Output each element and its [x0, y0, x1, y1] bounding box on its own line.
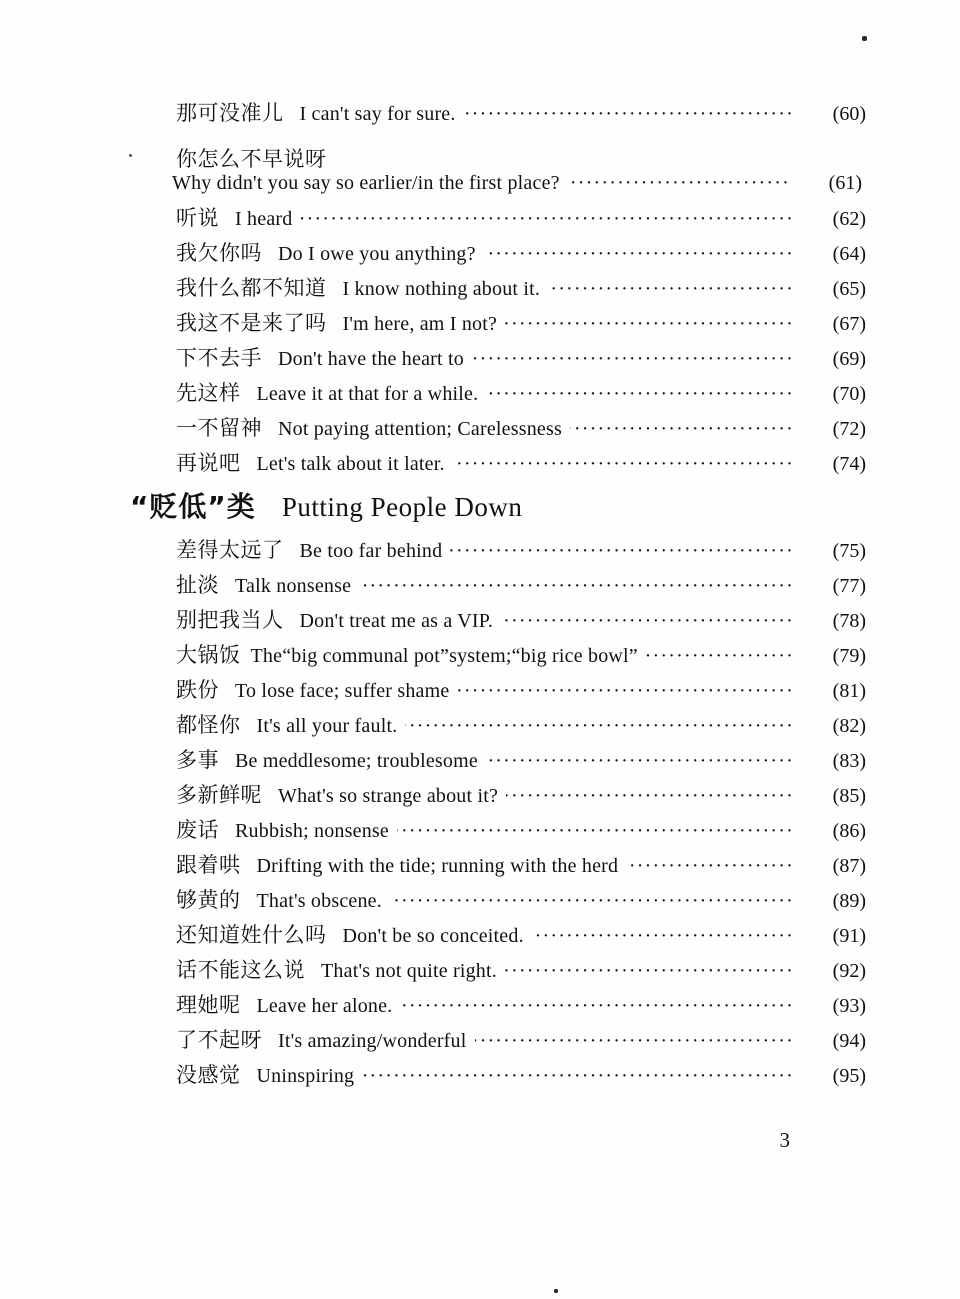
- dot-leader: [450, 534, 794, 569]
- toc-entry-chinese: 还知道姓什么吗: [176, 923, 327, 947]
- toc-entry: [130, 918, 866, 953]
- toc-entry-chinese: 多事: [176, 748, 219, 772]
- toc-entry-page: (89): [832, 890, 866, 912]
- toc-entry-page: (79): [832, 645, 866, 667]
- toc-entry: [130, 988, 866, 1023]
- dot-leader: [300, 202, 794, 237]
- dot-leader: [464, 97, 794, 132]
- toc-entry-page: (62): [832, 208, 866, 230]
- toc-entry-chinese: 扯淡: [176, 573, 219, 597]
- toc-entry-english: Uninspiring: [256, 1065, 355, 1087]
- toc-entry-chinese: 话不能这么说: [176, 958, 305, 982]
- toc-entry-english: That's obscene.: [256, 890, 382, 912]
- dot-leader: [486, 377, 794, 412]
- toc-entry: [130, 271, 866, 306]
- toc-entry-page: (87): [832, 855, 866, 877]
- toc-entry-english: Rubbish; nonsense: [235, 820, 389, 842]
- dot-leader: [626, 849, 794, 884]
- dot-leader: [472, 342, 794, 377]
- toc-entry: [130, 638, 866, 673]
- dot-leader: [506, 779, 794, 814]
- toc-entry: [130, 131, 866, 171]
- toc-entry: [130, 568, 866, 603]
- dot-leader: [400, 989, 794, 1024]
- toc-entry-english: I know nothing about it.: [342, 278, 541, 300]
- toc-entry-english: It's amazing/wonderful: [278, 1030, 467, 1052]
- toc-entry-english: Don't have the heart to: [278, 348, 464, 370]
- toc-entry-page: (60): [832, 103, 866, 125]
- page-number: 3: [779, 1128, 790, 1152]
- toc-entry-english: Let's talk about it later.: [256, 453, 445, 475]
- toc-entry-page: (78): [832, 610, 866, 632]
- toc-entry-english: What's so strange about it?: [278, 785, 499, 807]
- toc-entry-page: (75): [832, 540, 866, 562]
- dot-leader: [505, 307, 794, 342]
- toc-entry-chinese: 我这不是来了吗: [176, 311, 327, 335]
- toc-entry-page: (94): [832, 1030, 866, 1052]
- toc-entry-page: (83): [832, 750, 866, 772]
- toc-entry-english: Be meddlesome; troublesome: [235, 750, 478, 772]
- toc-entry-chinese: 差得太远了: [176, 538, 284, 562]
- toc-entry-page: (91): [832, 925, 866, 947]
- toc-entry-page: (74): [832, 453, 866, 475]
- toc-entry-english: Leave her alone.: [256, 995, 393, 1017]
- toc-entry-english: Drifting with the tide; running with the herd: [256, 855, 619, 877]
- toc-entry-english: The“big communal pot”system;“big rice bowl”: [250, 645, 638, 667]
- toc-entry: [130, 446, 866, 481]
- toc-entry-chinese: 别把我当人: [176, 608, 284, 632]
- table-of-contents-list: [130, 96, 866, 1093]
- toc-entry-page: (93): [832, 995, 866, 1017]
- toc-entry-chinese: 那可没准儿: [176, 101, 284, 125]
- dot-leader: [646, 639, 794, 674]
- toc-entry-chinese: 你怎么不早说呀: [176, 147, 327, 171]
- section-heading-english: Putting People Down: [281, 492, 523, 522]
- toc-entry-page: (65): [832, 278, 866, 300]
- toc-entry-chinese: 一不留神: [176, 416, 262, 440]
- toc-entry: [130, 708, 866, 743]
- toc-entry-chinese: 听说: [176, 206, 219, 230]
- toc-entry-chinese: 我什么都不知道: [176, 276, 327, 300]
- dot-leader: [453, 447, 794, 482]
- toc-entry-page: (69): [832, 348, 866, 370]
- toc-entry-page: (86): [832, 820, 866, 842]
- scan-speck: [554, 1289, 558, 1293]
- toc-entry-chinese: 够黄的: [176, 888, 241, 912]
- toc-entry-page: (95): [832, 1065, 866, 1087]
- toc-entry-chinese: 理她呢: [176, 993, 241, 1017]
- toc-entry: [130, 848, 866, 883]
- toc-entry-page: (64): [832, 243, 866, 265]
- toc-entry-english: Leave it at that for a while.: [256, 383, 479, 405]
- dot-leader: [505, 954, 794, 989]
- toc-entry: [130, 1023, 866, 1058]
- toc-entry-english: Not paying attention; Carelessness: [278, 418, 562, 440]
- toc-entry-chinese: 再说吧: [176, 451, 241, 475]
- toc-entry-english: It's all your fault.: [256, 715, 398, 737]
- dot-leader: [568, 166, 790, 201]
- toc-entry-chinese: 了不起呀: [176, 1028, 262, 1052]
- dot-leader: [390, 884, 794, 919]
- toc-entry-page: (77): [832, 575, 866, 597]
- toc-entry-page: (82): [832, 715, 866, 737]
- dot-leader: [484, 237, 794, 272]
- dot-leader: [486, 744, 794, 779]
- dot-leader: [405, 709, 794, 744]
- toc-entry-chinese: 都怪你: [176, 713, 241, 737]
- toc-entry-chinese: 先这样: [176, 381, 241, 405]
- toc-entry: [130, 813, 866, 848]
- toc-entry-chinese: 我欠你吗: [176, 241, 262, 265]
- toc-entry-page: (70): [832, 383, 866, 405]
- toc-entry-continuation: [130, 166, 862, 201]
- toc-entry: [130, 376, 866, 411]
- section-heading-chinese: “贬低”类: [130, 490, 256, 523]
- toc-entry-english: I'm here, am I not?: [342, 313, 498, 335]
- scan-speck: [129, 154, 132, 157]
- dot-leader: [362, 1059, 794, 1094]
- dot-leader: [532, 919, 794, 954]
- dot-leader: [359, 569, 794, 604]
- toc-entry-english: To lose face; suffer shame: [235, 680, 450, 702]
- toc-entry: [130, 411, 866, 446]
- dot-leader: [548, 272, 794, 307]
- dot-leader: [501, 604, 794, 639]
- toc-entry: [130, 341, 866, 376]
- toc-entry-page: (81): [832, 680, 866, 702]
- toc-entry: [130, 96, 866, 131]
- toc-entry-english: Why didn't you say so earlier/in the first place?: [172, 172, 560, 194]
- toc-entry-english: Don't treat me as a VIP.: [299, 610, 494, 632]
- dot-leader: [457, 674, 794, 709]
- toc-entry: [130, 743, 866, 778]
- scan-speck: [862, 36, 867, 41]
- toc-entry-page: (92): [832, 960, 866, 982]
- toc-entry: [130, 883, 866, 918]
- toc-entry-page: (61): [828, 172, 862, 194]
- toc-entry-chinese: 下不去手: [176, 346, 262, 370]
- toc-entry-page: (72): [832, 418, 866, 440]
- toc-entry-chinese: 跌份: [176, 678, 219, 702]
- dot-leader: [475, 1024, 794, 1059]
- dot-leader: [335, 131, 861, 166]
- toc-entry: [130, 1058, 866, 1093]
- toc-entry-english: Be too far behind: [299, 540, 443, 562]
- toc-entry-english: That's not quite right.: [321, 960, 497, 982]
- toc-entry-english: Talk nonsense: [235, 575, 352, 597]
- section-heading: [130, 483, 820, 531]
- toc-entry-chinese: 废话: [176, 818, 219, 842]
- toc-entry-chinese: 多新鲜呢: [176, 783, 262, 807]
- toc-entry-chinese: 没感觉: [176, 1063, 241, 1087]
- toc-entry: [130, 533, 866, 568]
- dot-leader: [570, 412, 794, 447]
- toc-entry-english: Don't be so conceited.: [342, 925, 524, 947]
- toc-entry: [130, 201, 866, 236]
- toc-entry: [130, 236, 866, 271]
- toc-entry: [130, 306, 866, 341]
- toc-entry-page: (85): [832, 785, 866, 807]
- toc-entry: [130, 673, 866, 708]
- toc-entry-chinese: 大锅饭: [176, 643, 241, 667]
- toc-entry-english: I heard: [235, 208, 293, 230]
- toc-entry: [130, 603, 866, 638]
- toc-entry-page: (67): [832, 313, 866, 335]
- dot-leader: [397, 814, 794, 849]
- toc-entry: [130, 778, 866, 813]
- toc-entry: [130, 953, 866, 988]
- toc-entry-english: Do I owe you anything?: [278, 243, 476, 265]
- toc-entry-english: I can't say for sure.: [299, 103, 456, 125]
- toc-entry-chinese: 跟着哄: [176, 853, 241, 877]
